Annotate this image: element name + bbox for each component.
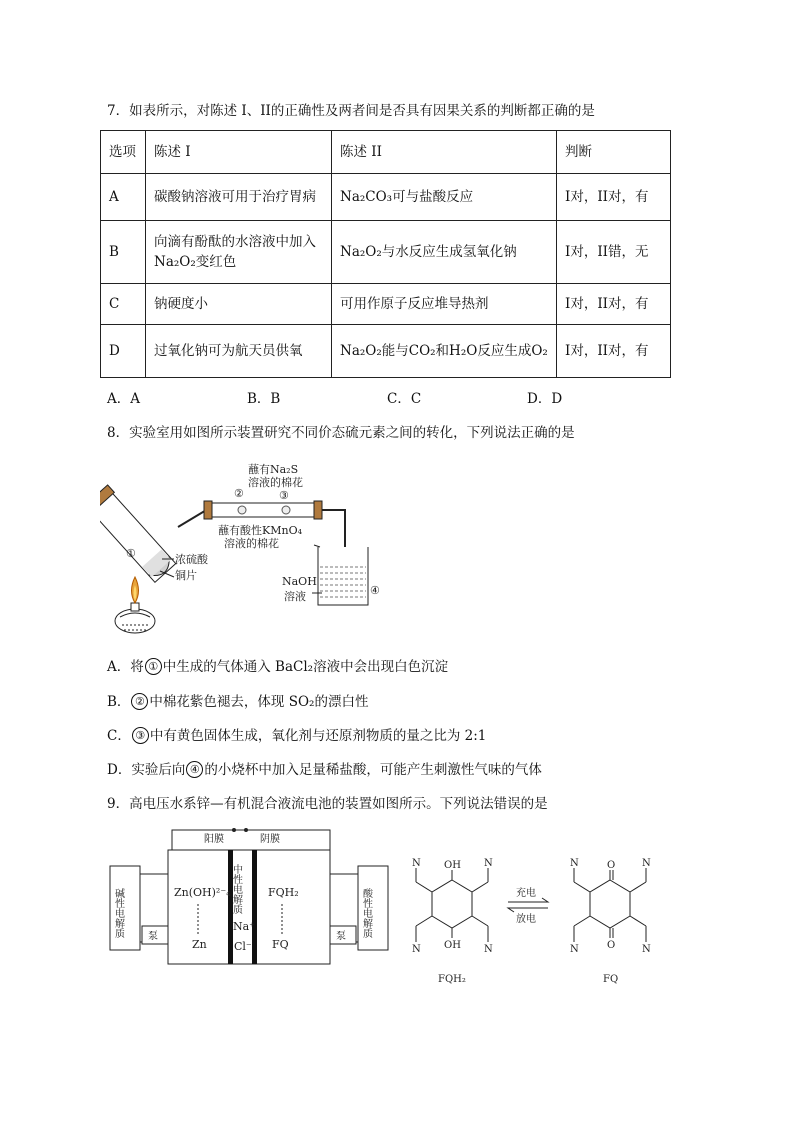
copper-label: 铜片 [175,569,197,582]
q9-stem: 9．高电压水系锌—有机混合液流电池的装置如图所示。下列说法错误的是 [107,796,548,812]
q8-apparatus-figure [100,455,400,655]
kmno4-label-2: 溶液的棉花 [224,537,279,550]
choice-prefix: D．实验后向 [107,762,186,778]
anion-membrane-label: 阴膜 [260,834,280,845]
cl-ion-label: Cl⁻ [234,940,252,953]
q8-stem: 8．实验室用如图所示装置研究不同价态硫元素之间的转化，下列说法正确的是 [107,425,575,441]
table-cell: D [101,325,146,378]
fqh2-n2: N [484,858,493,869]
fq-structure-icon [574,868,646,942]
table-cell: 过氧化钠可为航天员供氧 [146,325,332,378]
table-cell: C [101,284,146,325]
cation-membrane-label: 阳膜 [204,834,224,845]
table-row [101,174,671,221]
table-row [101,284,671,325]
q7-table [100,130,671,378]
na2s-label-2: 溶液的棉花 [248,476,303,489]
circled-number: ① [145,658,162,675]
left-pump-label: 泵 [148,931,158,942]
equilibrium-arrows-icon [508,898,548,912]
fqh2-caption: FQH₂ [438,974,466,985]
header-cell: 判断 [557,131,671,174]
marker-3: ③ [279,489,289,502]
table-cell: Na₂CO₃可与盐酸反应 [332,174,557,221]
glass-tube-icon [204,501,322,519]
table-cell: A [101,174,146,221]
beaker-icon [314,545,368,605]
q7-options [107,387,667,407]
marker-1: ① [126,547,136,560]
option-b[interactable]: B．B [247,391,281,407]
alcohol-burner-icon [115,577,155,633]
anion-membrane [252,850,257,964]
fq-n1: N [570,858,579,869]
q9-battery-figure [100,824,680,989]
circled-number: ③ [132,727,149,744]
choice-prefix: B． [107,694,131,710]
zn-label: Zn [192,938,207,951]
fq-n3: N [570,944,579,955]
fq-n2: N [642,858,651,869]
left-tank-label: 碱性电解质 [112,888,124,938]
fq-o-bottom: O [607,940,616,951]
right-tank-label: 酸性电解质 [360,888,372,938]
choice-prefix: C． [107,728,131,744]
fqh2-structure-icon [416,868,488,942]
choice-text: 的小烧杯中加入足量稀盐酸，可能产生刺激性气味的气体 [204,762,542,778]
fq-box-label: FQ [272,938,289,951]
fqh2-box-label: FQH₂ [268,886,299,899]
fq-o-top: O [607,860,616,871]
test-tube-icon [100,485,177,584]
q8-choice-c[interactable] [107,724,486,744]
table-cell: 钠硬度小 [146,284,332,325]
charge-label: 充电 [516,888,536,899]
fq-n4: N [642,944,651,955]
option-d[interactable]: D．D [527,391,563,407]
fqh2-n3: N [412,944,421,955]
marker-2: ② [234,487,244,500]
table-cell: I对，II对，有 [557,284,671,325]
na-ion-label: Na⁺ [233,920,255,933]
q7-stem: 7．如表所示，对陈述 I、II的正确性及两者间是否具有因果关系的判断都正确的是 [107,103,595,119]
table-header-row [101,131,671,174]
acid-label: 浓硫酸 [175,553,208,566]
marker-4: ④ [370,584,380,597]
q8-choice-d[interactable] [107,758,542,778]
table-row [101,325,671,378]
naoh-label: NaOH [282,575,317,588]
middle-electrolyte-label: 中性电解质 [230,864,242,914]
table-row [101,221,671,284]
table-cell: B [101,221,146,284]
choice-text: 中有黄色固体生成，氧化剂与还原剂物质的量之比为 2:1 [149,728,487,744]
table-cell: 碳酸钠溶液可用于治疗胃病 [146,174,332,221]
table-cell: I对，II错，无 [557,221,671,284]
fqh2-n1: N [412,858,421,869]
header-cell: 陈述 II [332,131,557,174]
table-cell: I对，II对，有 [557,325,671,378]
table-cell: Na₂O₂与水反应生成氢氧化钠 [332,221,557,284]
table-cell: Na₂O₂能与CO₂和H₂O反应生成O₂ [332,325,557,378]
na2s-label: 蘸有Na₂S [248,463,299,476]
kmno4-label: 蘸有酸性KMnO₄ [218,524,302,537]
choice-text: 中生成的气体通入 BaCl₂溶液中会出现白色沉淀 [162,659,449,675]
table-cell: 向滴有酚酞的水溶液中加入Na₂O₂变红色 [146,221,332,284]
zincate-label: Zn(OH)²⁻₄ [174,886,231,899]
table-cell: I对，II对，有 [557,174,671,221]
choice-text: 中棉花紫色褪去，体现 SO₂的漂白性 [149,694,369,710]
fqh2-oh-top: OH [444,860,461,871]
fqh2-oh-bottom: OH [444,940,461,951]
option-a[interactable]: A．A [107,391,140,407]
header-cell: 陈述 I [146,131,332,174]
circled-number: ④ [186,761,203,778]
discharge-label: 放电 [516,914,536,925]
option-c[interactable]: C．C [387,391,422,407]
table-cell: 可用作原子反应堆导热剂 [332,284,557,325]
naoh-label-2: 溶液 [284,590,306,603]
q8-choice-a[interactable] [107,655,448,675]
header-cell: 选项 [101,131,146,174]
fq-caption: FQ [603,974,619,985]
choice-prefix: A．将 [107,659,144,675]
right-pump-label: 泵 [336,931,346,942]
circled-number: ② [131,693,148,710]
q8-choice-b[interactable] [107,690,368,710]
fqh2-n4: N [484,944,493,955]
